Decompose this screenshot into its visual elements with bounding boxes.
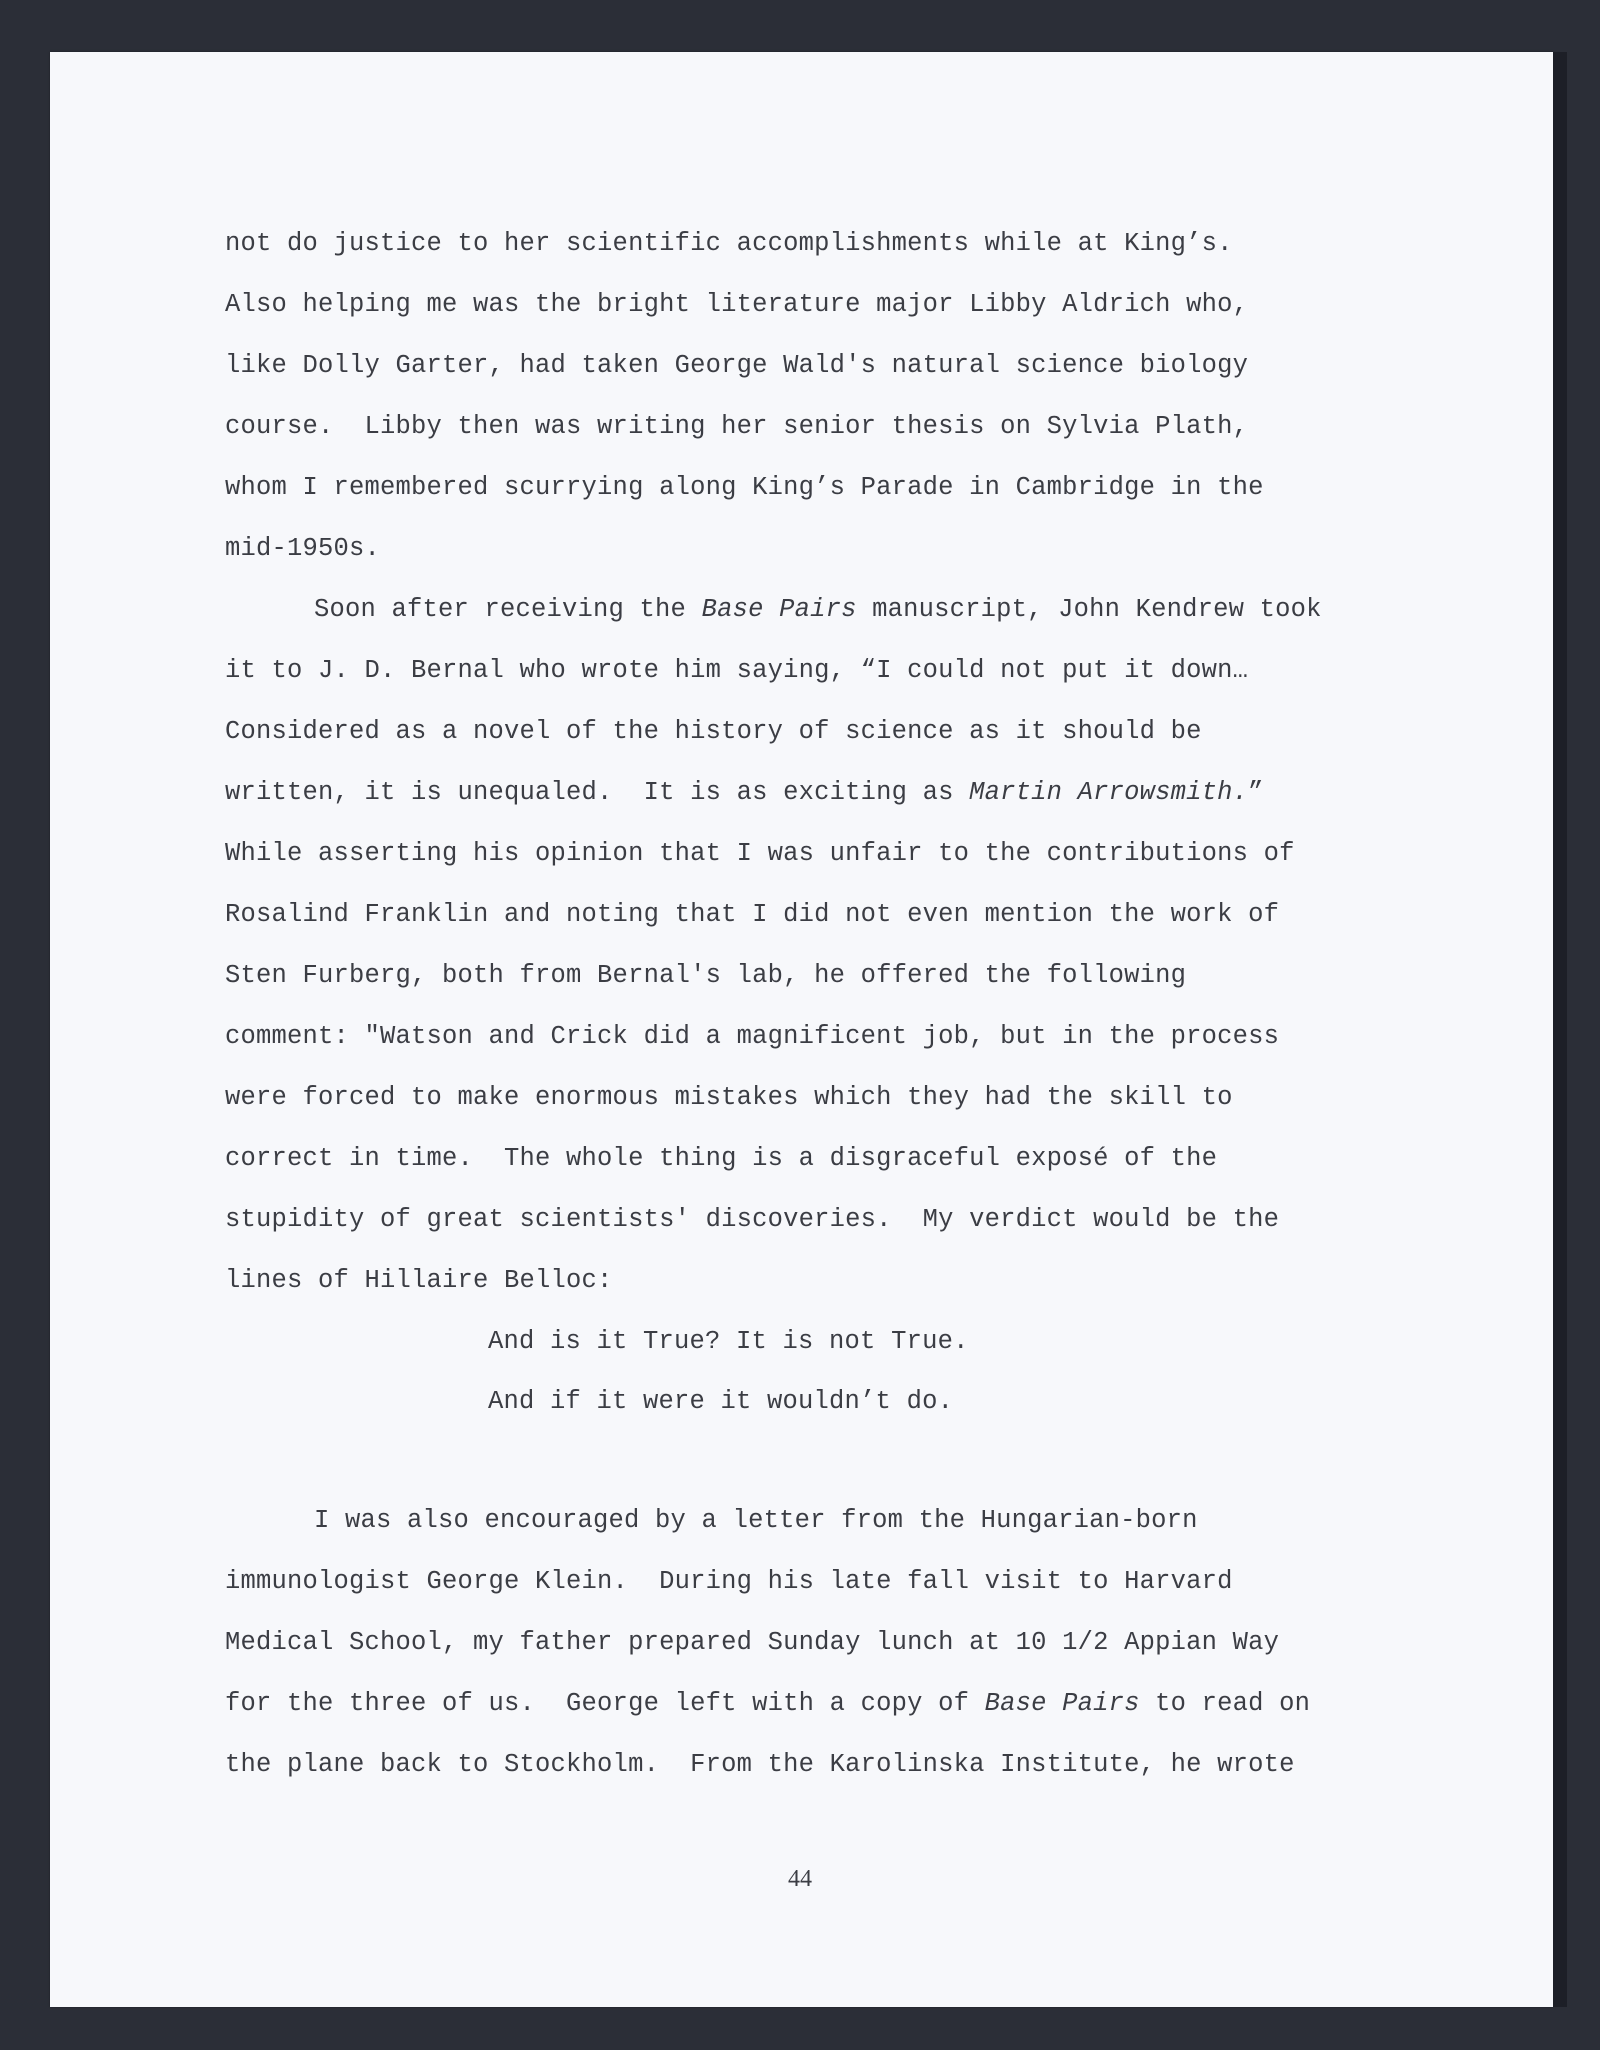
- text-line: were forced to make enormous mistakes which they had the skill to: [225, 1083, 1233, 1112]
- text-line: it to J. D. Bernal who wrote him saying, “I could not put it down…: [225, 656, 1249, 685]
- text-line: immunologist George Klein. During his late fall visit to Harvard: [225, 1567, 1233, 1596]
- text-line: mid-1950s.: [225, 534, 381, 563]
- text-line: whom I remembered scurrying along King’s Parade in Cambridge in the: [225, 473, 1264, 502]
- text-line: the plane back to Stockholm. From the Karolinska Institute, he wrote: [225, 1750, 1295, 1779]
- text-line: Sten Furberg, both from Bernal's lab, he offered the following: [225, 961, 1187, 990]
- text-line: Medical School, my father prepared Sunday lunch at 10 1/2 Appian Way: [225, 1628, 1280, 1657]
- text-line: Soon after receiving the Base Pairs manuscript, John Kendrew took: [314, 595, 1322, 624]
- text-line: Considered as a novel of the history of science as it should be: [225, 717, 1202, 746]
- text-line: Rosalind Franklin and noting that I did not even mention the work of: [225, 900, 1280, 929]
- text-line: While asserting his opinion that I was unfair to the contributions of: [225, 839, 1295, 868]
- book-title: Base Pairs: [701, 595, 857, 624]
- text-line: stupidity of great scientists' discoveries. My verdict would be the: [225, 1205, 1280, 1234]
- text-line: course. Libby then was writing her senior thesis on Sylvia Plath,: [225, 412, 1249, 441]
- text-line: lines of Hillaire Belloc:: [225, 1266, 613, 1295]
- text-line: correct in time. The whole thing is a disgraceful exposé of the: [225, 1144, 1218, 1173]
- text-line: not do justice to her scientific accomplishments while at King’s.: [225, 229, 1233, 258]
- text-line: like Dolly Garter, had taken George Wald's natural science biology: [225, 351, 1249, 380]
- book-title: Base Pairs: [984, 1689, 1140, 1718]
- book-title: Martin Arrowsmith.: [969, 778, 1249, 807]
- text-line: written, it is unequaled. It is as exciting as Martin Arrowsmith.”: [225, 778, 1264, 807]
- page-edge-shadow: [1553, 52, 1567, 2007]
- page-number: 44: [788, 1866, 812, 1892]
- verse-line: And is it True? It is not True.: [488, 1327, 969, 1356]
- text-line: for the three of us. George left with a copy of Base Pairs to read on: [225, 1689, 1311, 1718]
- text-line: comment: "Watson and Crick did a magnificent job, but in the process: [225, 1022, 1280, 1051]
- text-line: Also helping me was the bright literature major Libby Aldrich who,: [225, 290, 1249, 319]
- text-line: I was also encouraged by a letter from the Hungarian-born: [314, 1506, 1198, 1535]
- verse-line: And if it were it wouldn’t do.: [488, 1387, 954, 1416]
